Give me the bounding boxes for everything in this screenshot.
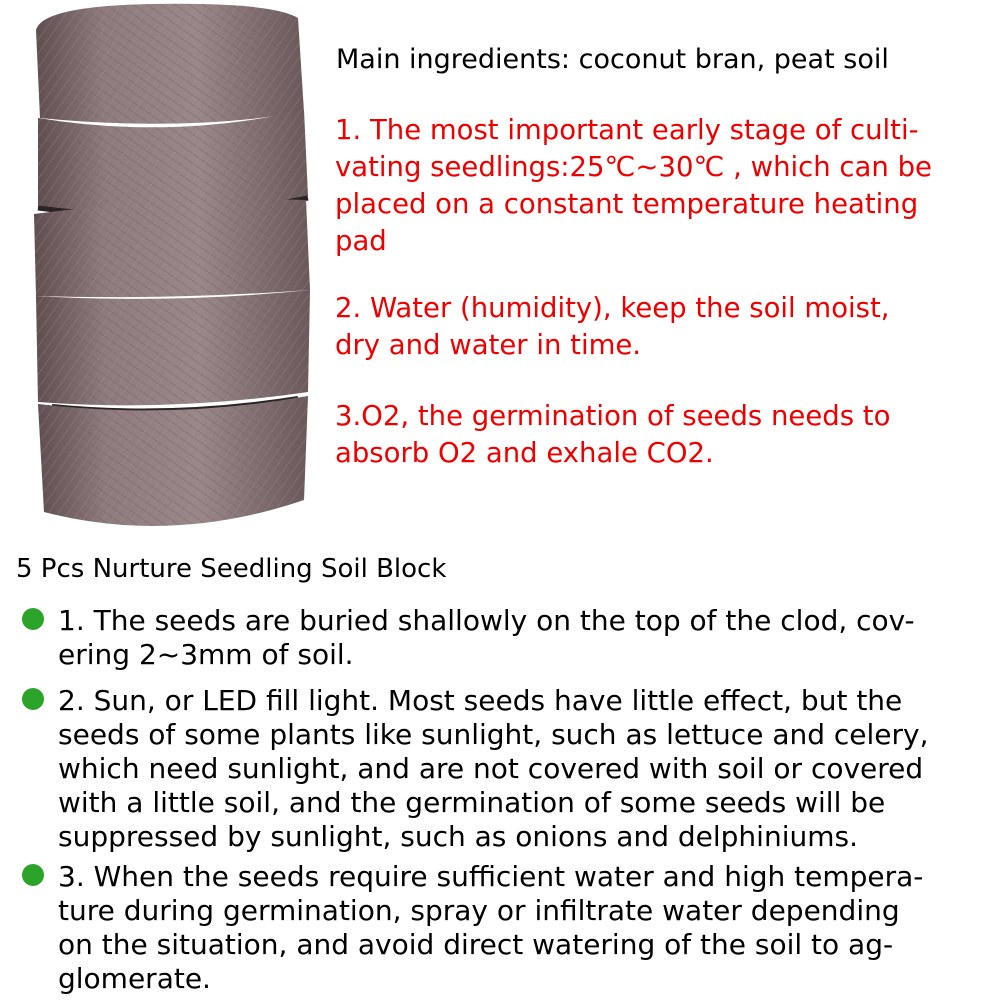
text-line: 3.O2, the germination of seeds needs to [335,400,891,432]
text-line: ture during germination, spray or infiltrate water depending [58,894,900,927]
green-bullet-icon [22,864,44,886]
text-line: glomerate. [58,962,211,995]
text-line: which need sunlight, and are not covered with soil or covered [58,752,924,785]
soil-block-stack-image [22,0,318,548]
text-line: 2. Water (humidity), keep the soil moist, [335,292,890,324]
pellet [34,199,310,297]
text-line: vating seedlings:25℃~30℃ , which can be [335,151,932,183]
main-ingredients: Main ingredients: coconut bran, peat soil [336,44,889,75]
text-line: 3. When the seeds require sufficient water and high tempera- [58,860,924,893]
pellet [38,110,308,213]
step-item [22,684,992,854]
step-item [22,604,992,672]
text-line: placed on a constant temperature heating [335,188,919,220]
care-point [335,290,985,364]
text-line: with a little soil, and the germination of some seeds will be [58,786,886,819]
text-line: 1. The most important early stage of culti- [335,114,919,146]
pellet [38,396,308,526]
green-bullet-icon [22,688,44,710]
step-item [22,860,992,996]
text-line: dry and water in time. [335,329,642,361]
text-line: seeds of some plants like sunlight, such as lettuce and celery, [58,718,929,751]
product-title: 5 Pcs Nurture Seedling Soil Block [16,554,447,584]
text-line: suppressed by sunlight, such as onions and delphiniums. [58,820,858,853]
pellet [36,4,304,124]
green-bullet-icon [22,608,44,630]
text-line: pad [335,225,387,257]
text-line: 2. Sun, or LED fill light. Most seeds have little effect, but the [58,684,903,717]
text-line: on the situation, and avoid direct watering of the soil to ag- [58,928,894,961]
text-line: 1. The seeds are buried shallowly on the top of the clod, cov- [58,604,915,637]
text-line: ering 2~3mm of soil. [58,638,354,671]
care-point [335,398,985,472]
care-point [335,112,985,260]
pellet [36,290,310,405]
text-line: absorb O2 and exhale CO2. [335,437,714,469]
